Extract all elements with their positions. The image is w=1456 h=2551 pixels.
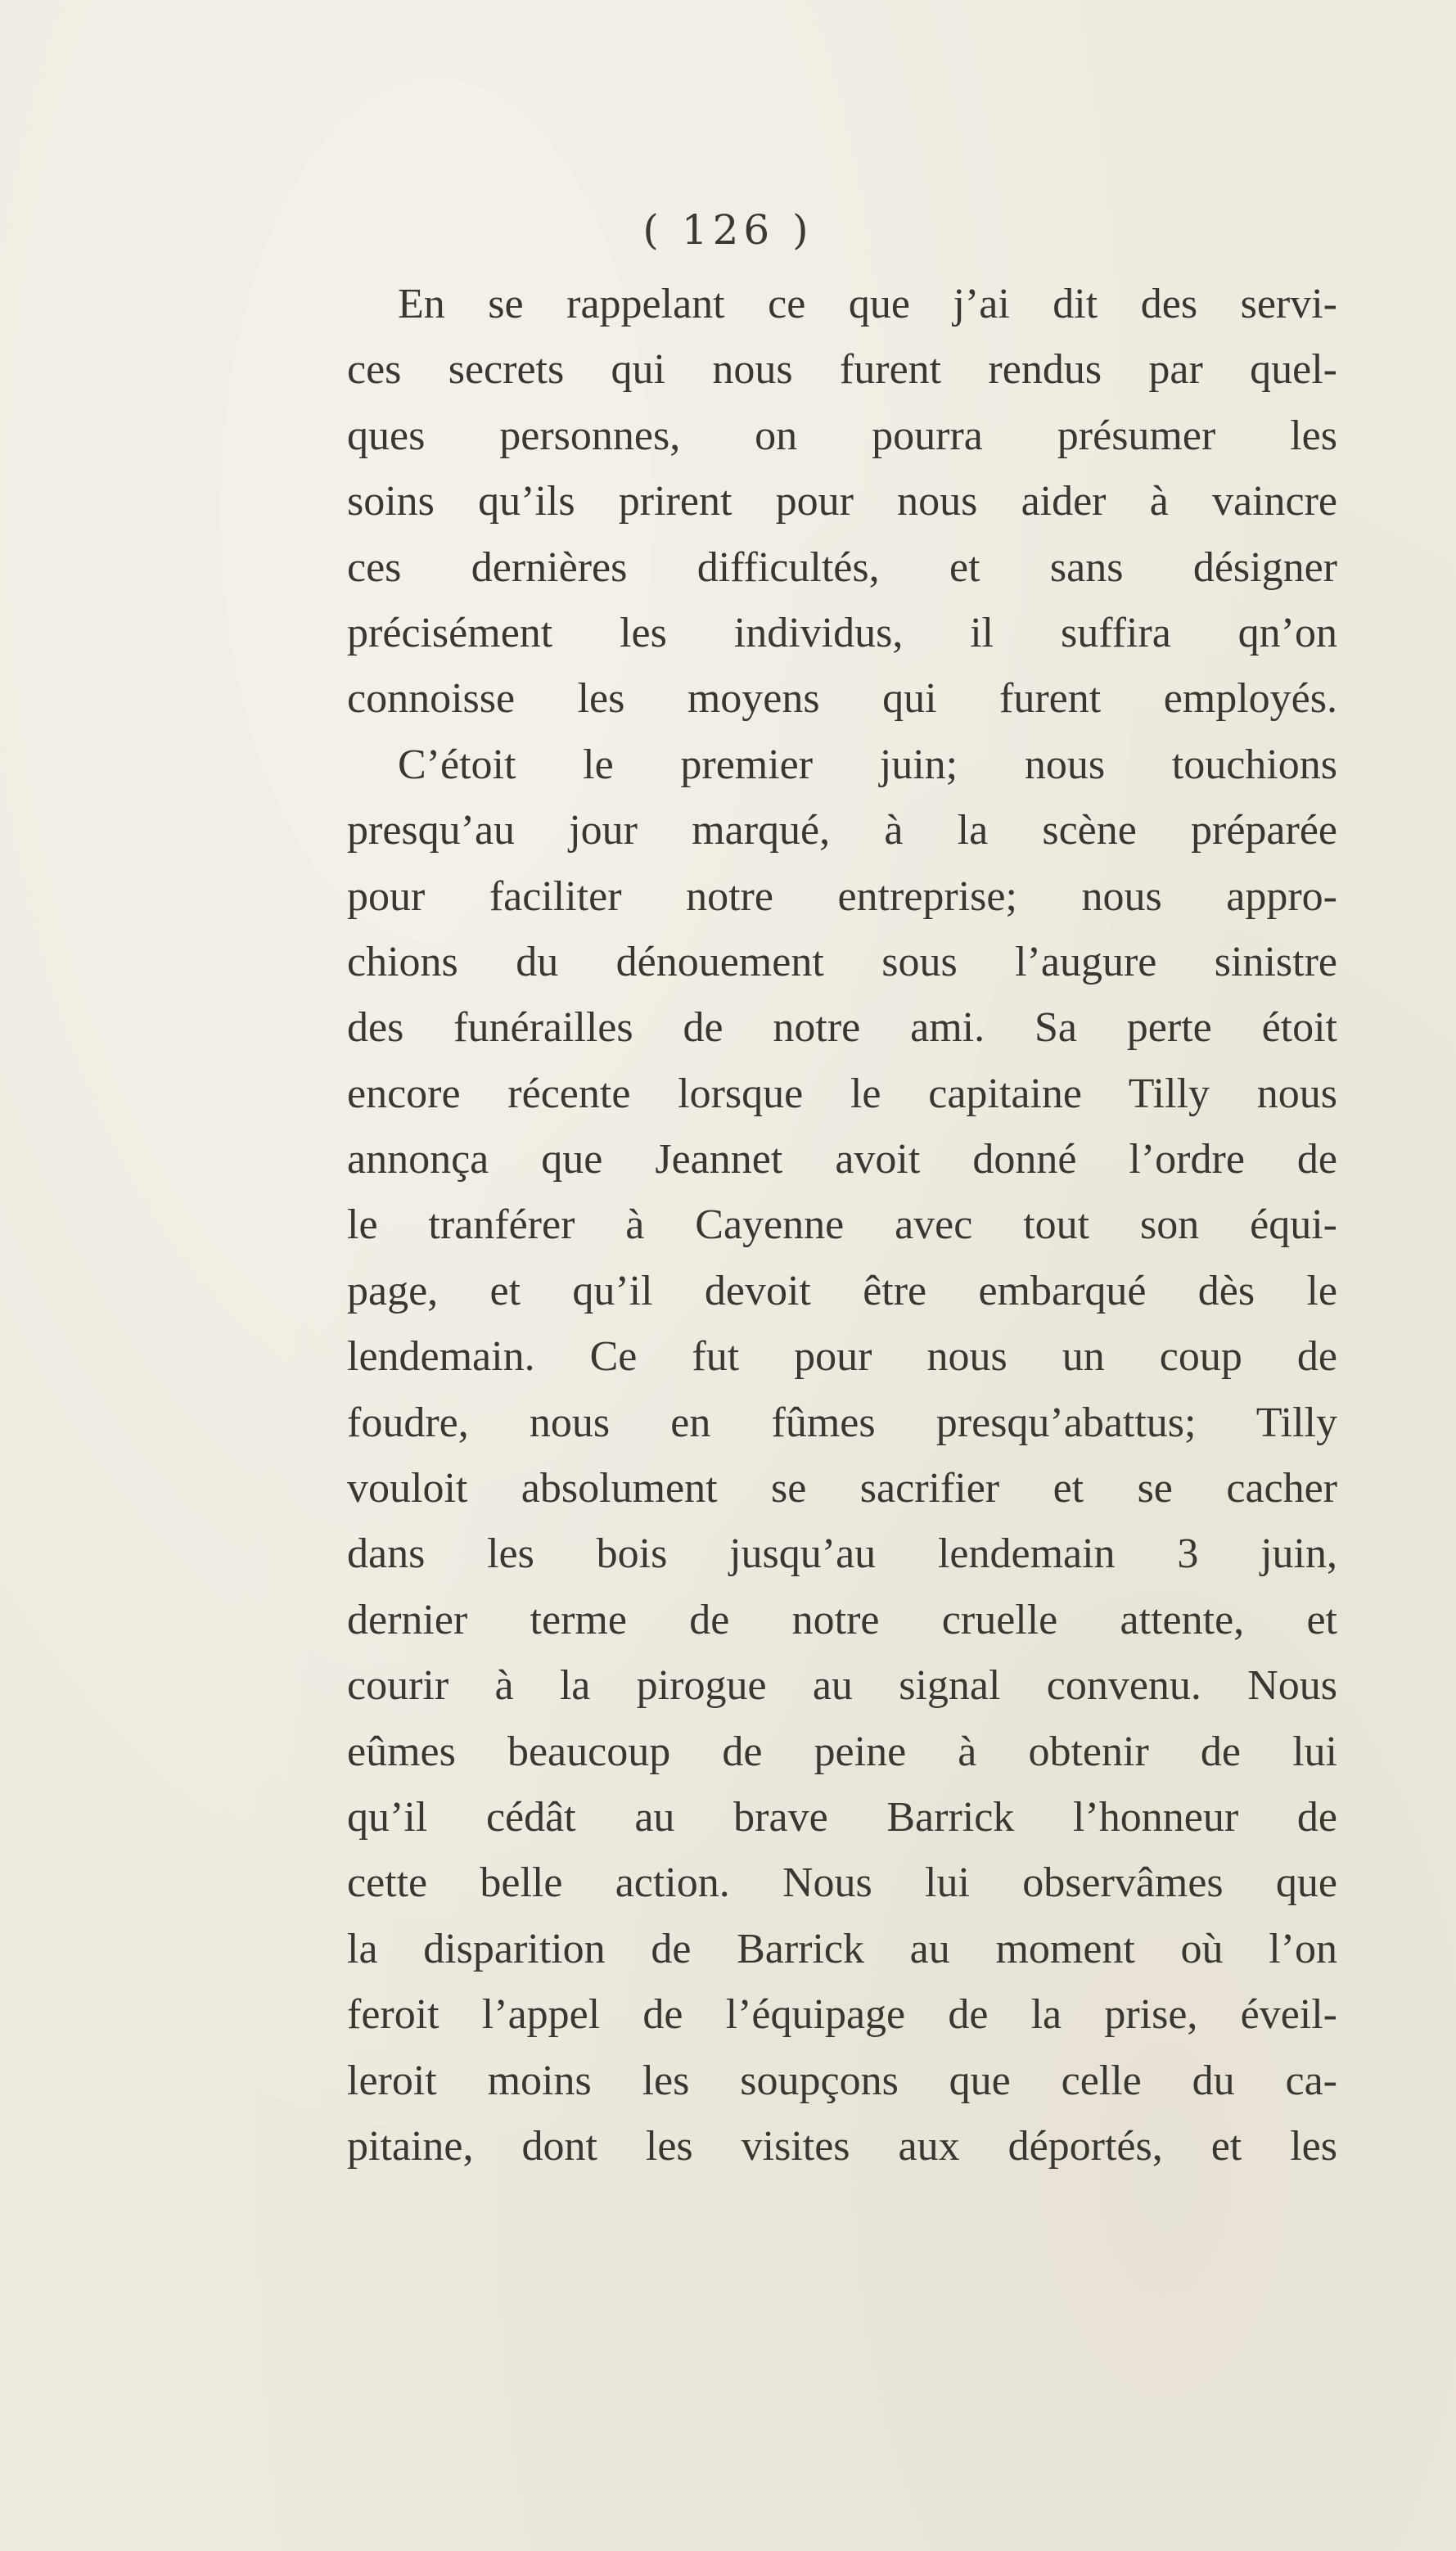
text-line: ces dernières difficultés, et sans désigner: [347, 543, 1337, 591]
text-line: le tranférer à Cayenne avec tout son équi-: [347, 1201, 1337, 1249]
text-line: courir à la pirogue au signal convenu. Nous: [347, 1662, 1337, 1710]
text-line: connoisse les moyens qui furent employés.: [347, 675, 1337, 723]
text-line: foudre, nous en fûmes presqu’abattus; Tilly: [347, 1399, 1337, 1446]
text-line: ques personnes, on pourra présumer les: [347, 412, 1337, 459]
text-line: eûmes beaucoup de peine à obtenir de lui: [347, 1728, 1337, 1775]
text-line: la disparition de Barrick au moment où l’on: [347, 1925, 1337, 1972]
text-line: cette belle action. Nous lui observâmes que: [347, 1859, 1337, 1907]
page-number: ( 126 ): [642, 206, 814, 254]
text-line: En se rappelant ce que j’ai dit des servi-: [398, 281, 1337, 327]
text-line: vouloit absolument se sacrifier et se cacher: [347, 1465, 1337, 1512]
text-line: pitaine, dont les visites aux déportés, et les: [347, 2122, 1337, 2170]
text-line: encore récente lorsque le capitaine Tilly nous: [347, 1070, 1337, 1117]
text-line: dernier terme de notre cruelle attente, et: [347, 1596, 1337, 1643]
text-line: chions du dénouement sous l’augure sinistre: [347, 938, 1337, 985]
text-line: feroit l’appel de l’équipage de la prise, éveil-: [347, 1991, 1337, 2039]
text-line: précisément les individus, il suffira qn’on: [347, 609, 1337, 656]
text-line: leroit moins les soupçons que celle du ca-: [347, 2057, 1337, 2104]
text-line: lendemain. Ce fut pour nous un coup de: [347, 1333, 1337, 1381]
text-line: presqu’au jour marqué, à la scène préparée: [347, 807, 1337, 854]
text-line: page, et qu’il devoit être embarqué dès le: [347, 1267, 1337, 1314]
text-line: C’étoit le premier juin; nous touchions: [398, 741, 1337, 788]
text-line: dans les bois jusqu’au lendemain 3 juin,: [347, 1530, 1337, 1578]
text-line: des funérailles de notre ami. Sa perte étoit: [347, 1004, 1337, 1052]
body-text: [347, 272, 1337, 2179]
text-line: annonça que Jeannet avoit donné l’ordre de: [347, 1136, 1337, 1183]
text-line: qu’il cédât au brave Barrick l’honneur de: [347, 1793, 1337, 1841]
text-line: pour faciliter notre entreprise; nous appro-: [347, 872, 1337, 920]
text-line: soins qu’ils prirent pour nous aider à vaincre: [347, 478, 1337, 525]
text-line: ces secrets qui nous furent rendus par quel-: [347, 346, 1337, 394]
